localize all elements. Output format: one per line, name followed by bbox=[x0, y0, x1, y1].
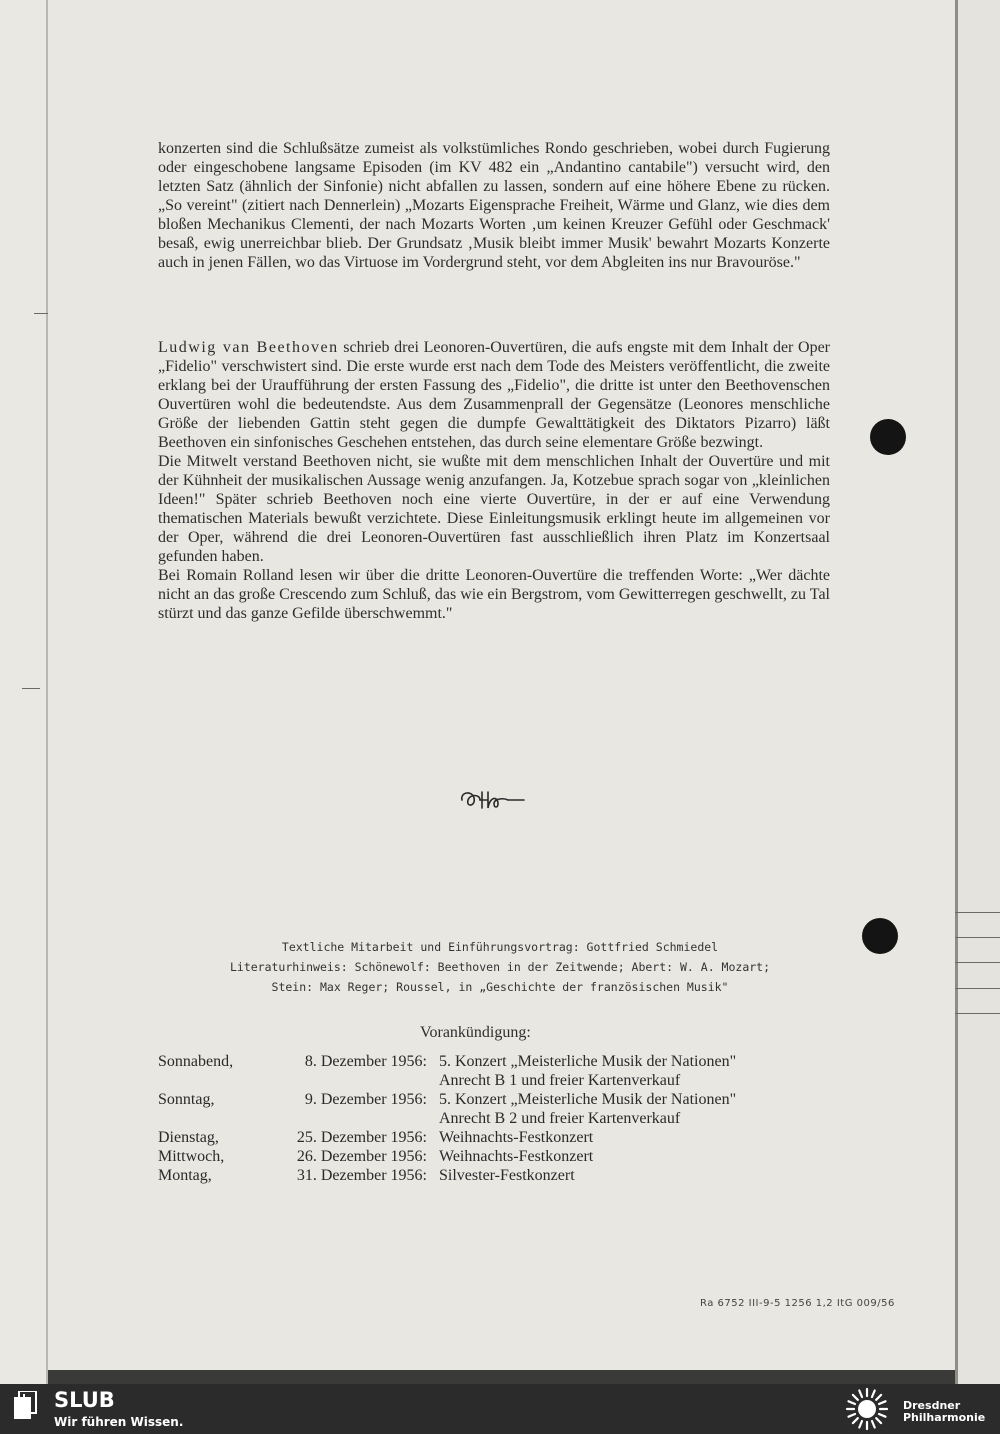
announcement-table bbox=[158, 1052, 736, 1185]
credits-line-1: Textliche Mitarbeit und Einführungsvortrag: Gottfried Schmiedel bbox=[281, 940, 719, 954]
announcement-event: Weihnachts-Festkonzert bbox=[439, 1148, 594, 1165]
punch-hole bbox=[870, 419, 906, 455]
beethoven-section bbox=[158, 338, 830, 623]
beethoven-name: Ludwig van Beethoven bbox=[158, 339, 339, 356]
announcement-row bbox=[158, 1147, 736, 1166]
announcement-event: Anrecht B 1 und freier Kartenverkauf bbox=[439, 1072, 681, 1089]
print-code: Ra 6752 III-9-5 1256 1,2 ItG 009/56 bbox=[700, 1298, 895, 1309]
announcement-date: 8. Dezember 1956: bbox=[304, 1053, 427, 1070]
announcement-day: Sonntag, bbox=[158, 1091, 215, 1108]
credits-line-2: Literaturhinweis: Schönewolf: Beethoven in der Zeitwende; Abert: W. A. Mozart; bbox=[229, 960, 771, 974]
announcement-date: 26. Dezember 1956: bbox=[296, 1148, 427, 1165]
announcement-day bbox=[158, 1071, 261, 1090]
slub-name[interactable]: SLUB bbox=[54, 1388, 115, 1412]
beethoven-paragraph-3: Bei Romain Rolland lesen wir über die dritte Leonoren-Ouvertüre die treffenden Worte: „Wer dächte nicht an das große Crescendo zum Schluß, das wie ein Bergstrom, vom Gewitterregen geschwellt, zu Tal stürzt und das ganze Gefilde überschwemmt." bbox=[158, 567, 830, 622]
announcement-event: Silvester-Festkonzert bbox=[439, 1167, 575, 1184]
announcement-event: 5. Konzert „Meisterliche Musik der Nationen" bbox=[439, 1091, 737, 1108]
announcement-date: 25. Dezember 1956: bbox=[296, 1129, 427, 1146]
margin-tick bbox=[955, 937, 1000, 938]
ornament-flourish bbox=[458, 786, 528, 812]
philharmonie-name[interactable] bbox=[903, 1400, 985, 1424]
margin-tick bbox=[34, 313, 48, 314]
beethoven-paragraph-2: Die Mitwelt verstand Beethoven nicht, sie wußte mit dem menschlichen Inhalt der Ouvertüre und mit der Kühnheit der musikalischen Aussage wenig anzufangen. Ja, Kotzebue sprach sogar von „kleinlichen Ideen!" Später schrieb Beethoven noch eine vierte Ouvertüre, in der er auf eine Verwendung thematischen Materials bewußt verzichtete. Diese Einleitungsmusik erklingt heute im allgemeinen vor der Oper, während die drei Leonoren-Ouvertüren fast ausschließlich ihren Platz im Konzertsaal gefunden haben. bbox=[158, 453, 830, 565]
punch-hole bbox=[862, 918, 898, 954]
right-page-strip bbox=[958, 0, 1000, 1384]
margin-tick bbox=[955, 988, 1000, 989]
right-page-edge bbox=[955, 0, 958, 1384]
left-page-strip bbox=[0, 0, 48, 1384]
beethoven-paragraph-1 bbox=[158, 338, 830, 452]
announcement-row bbox=[158, 1109, 736, 1128]
slub-logo-icon[interactable] bbox=[14, 1391, 40, 1419]
announcement-day: Sonnabend, bbox=[158, 1053, 234, 1070]
beethoven-text-1: schrieb drei Leonoren-Ouvertüren, die aufs engste mit dem Inhalt der Oper „Fidelio" verschwistert sind. Die erste wurde erst nach dem Tode des Meisters veröffentlicht, die zweite erklang bei der Uraufführung der ersten Fassung des „Fidelio", die dritte ist unter den Beethovenschen Ouvertüren wohl die bedeutendste. Aus dem Zusammenprall der Gegensätze (Leonores menschliche Größe der liebenden Gattin steht gegen die dumpfe Gewalttätigkeit des Diktators Pizarro) läßt Beethoven ein sinfonisches Geschehen entstehen, das durch seine elementare Größe bezwingt. bbox=[158, 339, 831, 451]
announcement-day: Montag, bbox=[158, 1167, 212, 1184]
philharmonie-name-line-2: Philharmonie bbox=[903, 1411, 986, 1424]
margin-tick bbox=[955, 962, 1000, 963]
announcement-day: Dienstag, bbox=[158, 1129, 219, 1146]
announcement-day: Mittwoch, bbox=[158, 1148, 225, 1165]
announcement-date bbox=[261, 1109, 439, 1128]
announcement-row bbox=[158, 1090, 736, 1109]
announcement-date: 31. Dezember 1956: bbox=[296, 1167, 427, 1184]
slub-tagline: Wir führen Wissen. bbox=[54, 1415, 184, 1429]
philharmonie-name-line-1: Dresdner bbox=[903, 1399, 961, 1412]
announcement-row bbox=[158, 1071, 736, 1090]
announcement-day bbox=[158, 1109, 261, 1128]
announcement-event: Anrecht B 2 und freier Kartenverkauf bbox=[439, 1110, 681, 1127]
announcement-row bbox=[158, 1166, 736, 1185]
announcement-event: Weihnachts-Festkonzert bbox=[439, 1129, 594, 1146]
philharmonie-logo-icon[interactable] bbox=[844, 1386, 890, 1432]
mozart-paragraph bbox=[158, 139, 830, 272]
margin-tick bbox=[955, 1013, 1000, 1014]
announcement-date: 9. Dezember 1956: bbox=[304, 1091, 427, 1108]
mozart-text: konzerten sind die Schlußsätze zumeist als volkstümliches Rondo geschrieben, wobei durch Fugierung oder eingeschobene langsame Episoden (im KV 482 ein „Andantino cantabile") versucht wird, den letzten Satz (ähnlich der Sinfonie) nicht abfallen zu lassen, sondern auf eine höhere Ebene zu rücken. „So vereint" (zitiert nach Dennerlein) „Mozarts Eigensprache Freiheit, Wärme und Glanz, wie dies dem bloßen Mechanikus Clementi, der nach Mozarts Worten ‚um keinen Kreuzer Gefühl oder Geschmack' besaß, ewig unerreichbar blieb. Der Grundsatz ‚Musik bleibt immer Musik' bewahrt Mozarts Konzerte auch in jenen Fällen, wo das Virtuose im Vordergrund steht, vor dem Abgleiten ins nur Bravouröse." bbox=[158, 140, 830, 271]
credits-line-3: Stein: Max Reger; Roussel, in „Geschichte der französischen Musik" bbox=[271, 980, 729, 994]
margin-tick bbox=[22, 688, 40, 689]
announcement-row bbox=[158, 1052, 736, 1071]
announcement-row bbox=[158, 1128, 736, 1147]
margin-tick bbox=[955, 912, 1000, 913]
announcement-title: Vorankündigung: bbox=[420, 1024, 531, 1041]
announcement-date bbox=[261, 1071, 439, 1090]
announcement-event: 5. Konzert „Meisterliche Musik der Nationen" bbox=[439, 1053, 737, 1070]
credits-block bbox=[160, 937, 840, 997]
